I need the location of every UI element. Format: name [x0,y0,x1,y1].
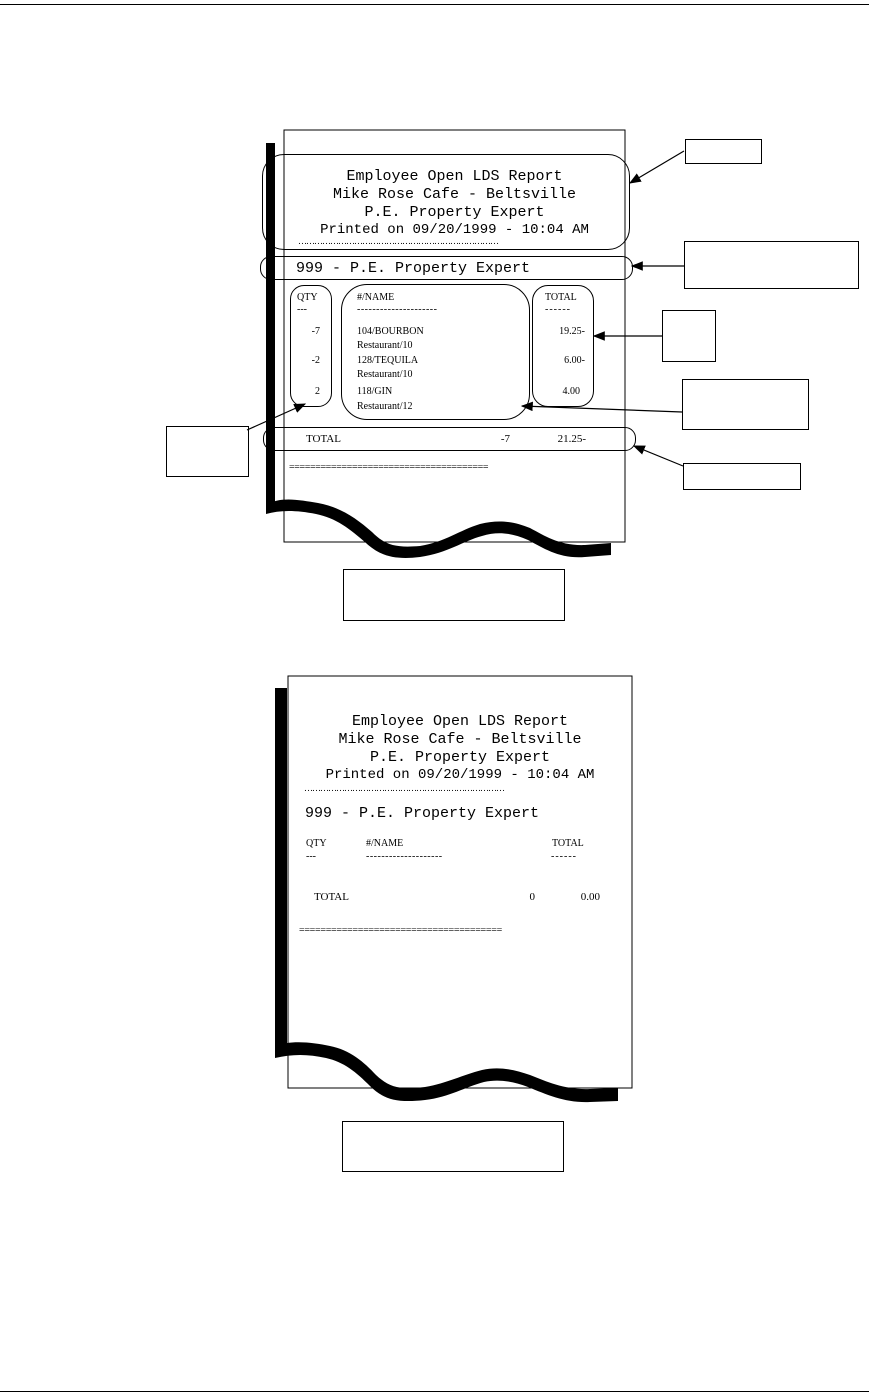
col-total-header: TOTAL [552,838,584,849]
report-printed: Printed on 09/20/1999 - 10:04 AM [325,767,595,783]
total-amount: 21.25- [557,433,586,445]
report-title: Employee Open LDS Report [346,168,563,185]
total-qty: -7 [500,433,510,445]
col-total-dashes: ------ [545,304,571,315]
header-dots: ………………………………………………………………… [304,783,504,793]
col-qty-header: QTY [297,292,318,303]
employee-line: 999 - P.E. Property Expert [296,260,531,277]
equals-line: ====================================== [299,925,502,936]
item-name: 118/GIN [357,386,393,397]
item-qty: 2 [315,386,320,397]
total-amount: 0.00 [580,891,600,903]
col-name-header: #/NAME [357,292,395,303]
caption-box-2 [342,1121,564,1172]
total-label: TOTAL [306,433,341,445]
col-qty-dashes: --- [306,851,316,862]
item-total: 4.00 [562,386,580,397]
item-sub: Restaurant/10 [357,369,413,380]
report-employee: P.E. Property Expert [369,749,551,766]
col-total-header: TOTAL [545,292,577,303]
report-title: Employee Open LDS Report [351,713,569,730]
header-dots: ………………………………………………………………… [298,236,498,246]
col-qty-dashes: --- [297,304,307,315]
col-name-dashes: --------------------- [357,304,438,315]
col-name-dashes: -------------------- [366,851,443,862]
item-total: 19.25- [559,326,585,337]
report-location: Mike Rose Cafe - Beltsville [338,731,582,748]
col-qty-header: QTY [306,838,327,849]
item-qty: -2 [311,355,320,366]
report-location: Mike Rose Cafe - Beltsville [332,186,577,203]
item-name: 104/BOURBON [357,326,424,337]
report-printed: Printed on 09/20/1999 - 10:04 AM [320,222,589,238]
total-label: TOTAL [314,891,349,903]
item-total: 6.00- [564,355,585,366]
col-total-dashes: ------ [551,851,577,862]
item-name: 128/TEQUILA [357,355,419,366]
report-employee: P.E. Property Expert [364,204,545,221]
col-name-header: #/NAME [366,838,404,849]
item-sub: Restaurant/12 [357,401,413,412]
item-qty: -7 [311,326,320,337]
equals-line: ====================================== [289,462,489,473]
total-qty: 0 [529,891,535,903]
employee-line: 999 - P.E. Property Expert [305,805,540,822]
item-sub: Restaurant/10 [357,340,413,351]
